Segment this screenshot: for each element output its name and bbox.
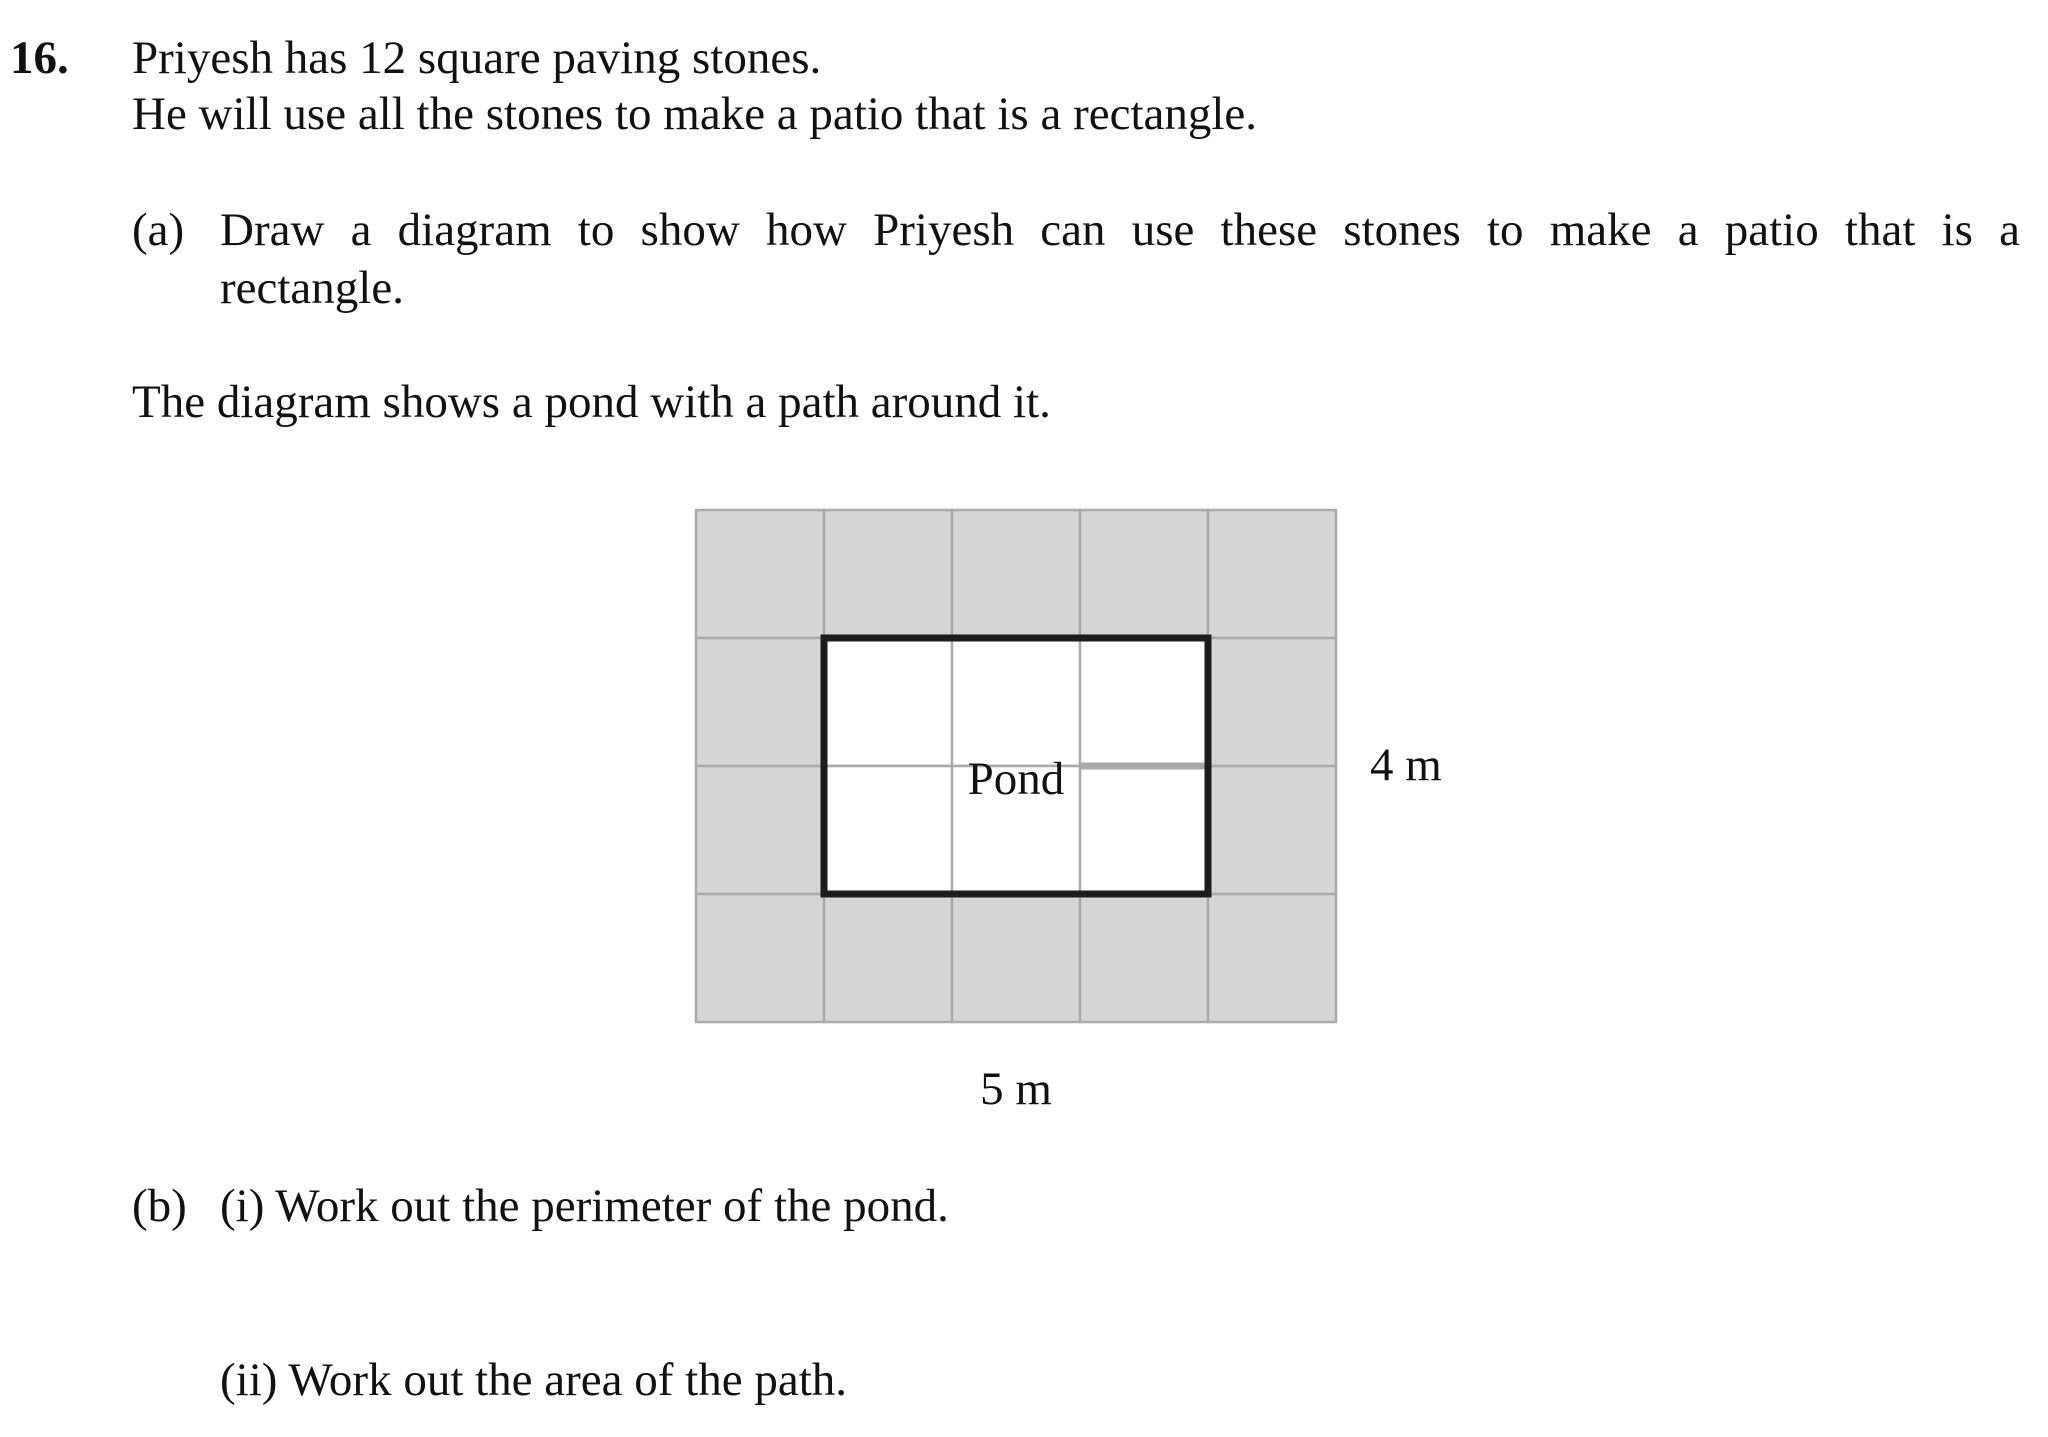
path-stone — [952, 510, 1080, 638]
part-a-label: (a) — [132, 204, 185, 256]
part-a-text-line-2: rectangle. — [220, 262, 404, 314]
pond-cell — [824, 638, 952, 766]
path-stone — [1208, 510, 1336, 638]
pond-label: Pond — [967, 753, 1065, 805]
part-b-sub-i: (i) Work out the perimeter of the pond. — [220, 1180, 949, 1232]
question-intro-line-1: Priyesh has 12 square paving stones. — [132, 32, 822, 84]
pond-path-diagram — [680, 500, 1480, 1140]
path-stone — [1080, 894, 1208, 1022]
width-label: 5 m — [980, 1063, 1052, 1115]
path-stone — [696, 894, 824, 1022]
path-stone — [1208, 894, 1336, 1022]
question-intro-line-2: He will use all the stones to make a patio that is a rectangle. — [132, 88, 1258, 140]
pond-cell — [952, 638, 1080, 766]
question-number: 16. — [10, 32, 69, 84]
path-stone — [952, 894, 1080, 1022]
path-stone — [824, 894, 952, 1022]
pond-cell — [824, 766, 952, 894]
height-label: 4 m — [1370, 739, 1442, 791]
diagram-intro-text: The diagram shows a pond with a path around it. — [132, 376, 1051, 428]
path-stone — [1080, 510, 1208, 638]
path-stone — [1208, 638, 1336, 766]
pond-cell — [1080, 638, 1208, 766]
pond-cell — [1080, 766, 1208, 894]
path-stone — [1208, 766, 1336, 894]
part-b-sub-ii: (ii) Work out the area of the path. — [220, 1354, 848, 1406]
part-b-label: (b) — [132, 1180, 187, 1232]
path-stone — [824, 510, 952, 638]
path-stone — [696, 766, 824, 894]
path-stone — [696, 638, 824, 766]
part-a-text-line-1: Draw a diagram to show how Priyesh can use these stones to make a patio that is a — [220, 204, 2020, 256]
path-stone — [696, 510, 824, 638]
